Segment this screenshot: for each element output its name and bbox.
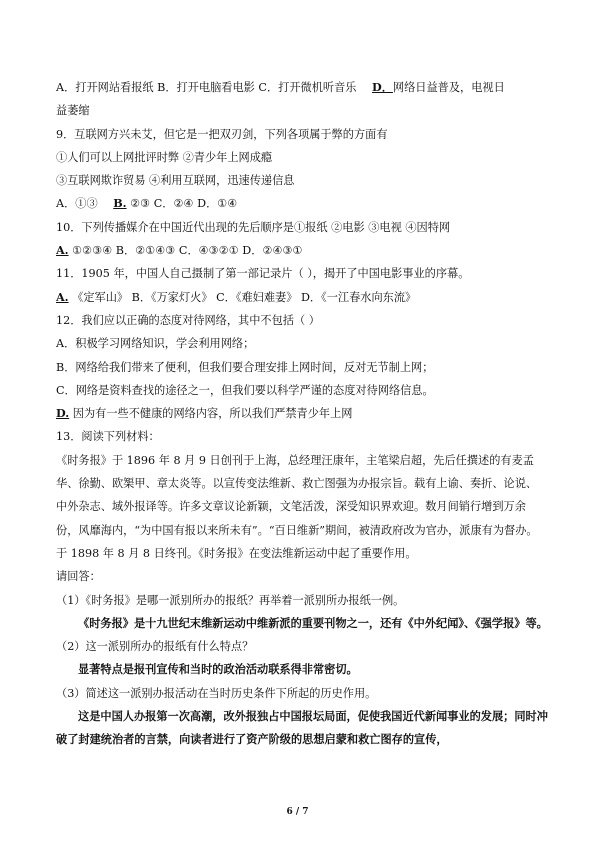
q13-sub3-answer: 这是中国人办报第一次高潮，改外报独占中国报坛局面，促使我国近代新闻事业的发展；同时冲破了封建统治者的言禁，向读者进行了资产阶级的思想启蒙和救亡图存的宣传， bbox=[56, 709, 548, 747]
q13-stem: 13．阅读下列材料： bbox=[56, 430, 160, 444]
q10-stem: 10．下列传播媒介在中国近代出现的先后顺序是①报纸 ②电影 ③电视 ④因特网 bbox=[56, 220, 451, 234]
q12-stem: 12．我们应以正确的态度对待网络，其中不包括（ ） bbox=[56, 313, 320, 327]
q12-option-c: C．网络是资料查找的途径之一，但我们要以科学严谨的态度对待网络信息。 bbox=[56, 383, 434, 397]
q8-option-d-cont: 益萎缩 bbox=[56, 104, 90, 118]
q12-option-d-line bbox=[56, 402, 548, 425]
q13-sub1-question: （1）《时务报》是哪一派别所办的报纸？再举着一派别所办报纸一例。 bbox=[56, 593, 405, 607]
q12-option-d: 因为有一些不健康的网络内容，所以我们严禁青少年上网 bbox=[69, 407, 353, 421]
q13-sub1-answer: 《时务报》是十九世纪末维新运动中维新派的重要刊物之一，还有《中外纪闻》、《强学报》等。 bbox=[78, 615, 548, 630]
q8-option-d: 网络日益普及，电视日 bbox=[392, 81, 505, 94]
q10-options-line bbox=[56, 239, 548, 262]
q8-options-line bbox=[56, 76, 548, 99]
q13-sub3-question: （3）简述这一派别办报活动在当时历史条件下所起的历史作用。 bbox=[56, 686, 377, 700]
q9-items-line2: ③互联网欺诈贸易 ④利用互联网，迅速传递信息 bbox=[56, 174, 295, 188]
q9-options-line bbox=[56, 192, 548, 215]
q11-options-line bbox=[56, 286, 548, 309]
q10-answer-mark: A. bbox=[56, 243, 69, 258]
q9-stem: 9．互联网方兴未艾，但它是一把双刃剑，下列各项属于弊的方面有 bbox=[56, 127, 388, 141]
q8-answer-mark: D． bbox=[372, 80, 393, 94]
q9-items-line1: ①人们可以上网批评时弊 ②青少年上网成瘾 bbox=[56, 150, 273, 164]
page-number: 6 / 7 bbox=[286, 807, 309, 817]
q11-answer-mark: A. bbox=[56, 289, 69, 304]
q10-options: ①②③④ B．②①④③ C．④③②① D．②④③① bbox=[68, 244, 303, 258]
q11-stem: 11．1905 年，中国人自己摄制了第一部记录片（ ），揭开了中国电影事业的序幕。 bbox=[56, 267, 470, 281]
q9-answer-mark: B. bbox=[113, 196, 127, 211]
q13-sub2-question: （2）这一派别所办的报纸有什么特点？ bbox=[56, 640, 254, 654]
q12-option-b: B．网络给我们带来了便利，但我们要合理安排上网时间，反对无节制上网； bbox=[56, 360, 434, 374]
q13-passage: 《时务报》于 1896 年 8 月 9 日创刊于上海，总经理汪康年，主笔梁启超，先后任撰述的有麦孟华、徐勤、欧榘甲、章太炎等。以宣传变法维新、救亡图强为办报宗旨。载有上谕、奏折、论说、中外杂志、域外报译等。许多文章议论新颖，文笔活泼，深受知识界欢迎。数月间销行增到万余份，风靡海内，“为中国有报以来所未有”。“百日维新”期间，被清政府改为官办，派康有为督办。于 1898 年 8 月 8 日终刊。《时务报》在变法维新运动中起了重要作用。 bbox=[56, 453, 538, 560]
q9-option-b-rest: ②③ C．②④ D．①④ bbox=[126, 197, 238, 211]
q9-option-a: A．①③ bbox=[56, 197, 102, 211]
q13-prompt: 请回答： bbox=[56, 570, 101, 584]
q13-sub2-answer: 显著特点是报刊宣传和当时的政治活动联系得非常密切。 bbox=[78, 662, 358, 677]
q8-options: A．打开网站看报纸 B．打开电脑看电影 C．打开微机听音乐 bbox=[56, 81, 361, 94]
q12-answer-mark: D. bbox=[56, 406, 70, 421]
page-content bbox=[56, 76, 548, 752]
q12-option-a: A．积极学习网络知识，学会利用网络； bbox=[56, 337, 255, 351]
q11-options: 《定军山》 B．《万家灯火》 C．《难妇难妻》 D．《一江春水向东流》 bbox=[68, 290, 417, 304]
